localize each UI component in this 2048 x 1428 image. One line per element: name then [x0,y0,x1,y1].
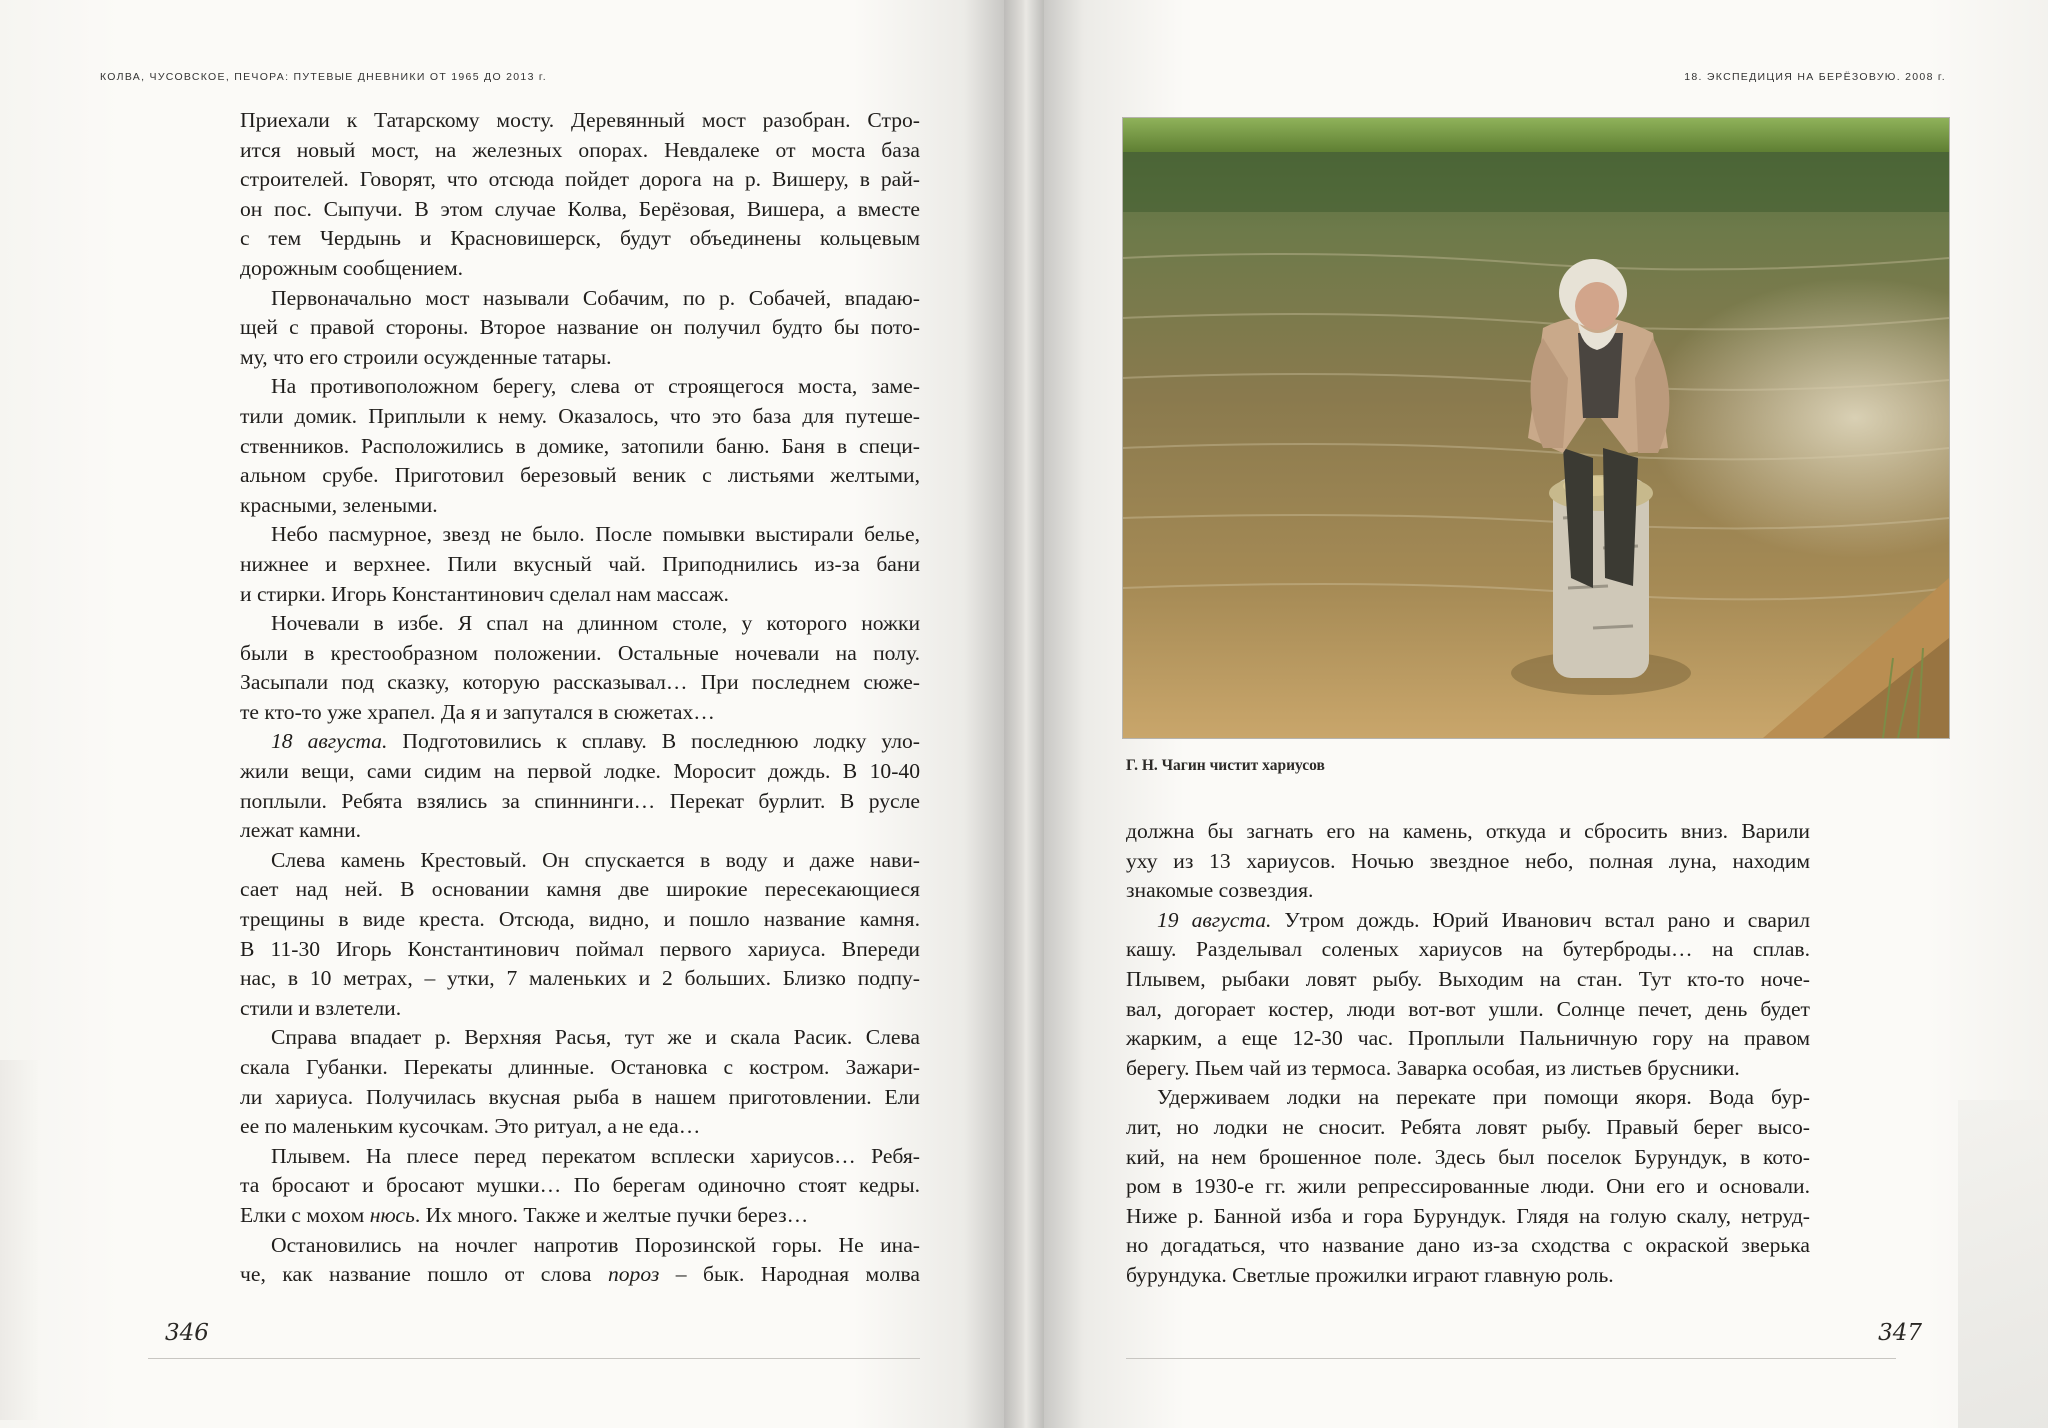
text-line: берегу. Пьем чай из термоса. Заварка особая, из листьев брусники. [1126,1055,1740,1080]
text-line: красными, зелеными. [240,492,438,517]
text-line: должна бы загнать его на камень, откуда и сбросить вниз. Варили [1126,819,1810,843]
text-line: бурундука. Светлые прожилки играют главную роль. [1126,1262,1614,1287]
date-18-august: 18 августа. [271,729,388,754]
photo-man-cleaning-fish [1122,117,1950,739]
word-poroz: пороз [607,1262,660,1287]
text-line: уху из 13 хариусов. Ночью звездное небо, полная луна, находим [1126,848,1810,873]
text-line: ится новый мост, на железных опорах. Невдалеке от моста база [240,137,920,162]
text-line: Небо пасмурное, звезд не было. После помывки выстирали белье, [271,522,920,547]
text-line [240,1201,920,1231]
text-line: с тем Чердынь и Красновишерск, будут объединены кольцевым [240,226,920,251]
text-line: Плывем, рыбаки ловят рыбу. Выходим на стан. Тут кто-то ноче- [1126,966,1810,991]
date-19-august: 19 августа. [1157,907,1272,932]
text-line: Удерживаем лодки на перекате при помощи якоря. Вода бур- [1157,1085,1810,1110]
text-line: альном срубе. Приготовил березовый веник с листьями желтыми, [240,463,920,488]
text-line: нижнее и верхнее. Пили вкусный чай. Приподнились из-за бани [240,551,920,576]
text-line: кашу. Разделывал соленых хариусов на бутерброды… на сплав. [1126,937,1810,962]
right-page [1044,0,2048,1428]
text-line: дорожным сообщением. [240,255,464,280]
text-fragment: Подготовились к сплаву. В последнюю лодку уло- [402,729,920,754]
text-line: были в крестообразном положении. Остальные ночевали на полу. [240,640,920,665]
text-line: трещины в виде креста. Отсюда, видно, и пошло название камня. [240,907,920,932]
text-line: строителей. Говорят, что отсюда пойдет дорога на р. Вишеру, в рай- [240,167,920,192]
text-line: жарким, а еще 12-30 час. Проплыли Пальничную гору на правом [1126,1026,1810,1051]
text-line: он пос. Сыпучи. В этом случае Колва, Берёзовая, Вишера, а вместе [240,196,920,221]
text-line: та бросают и бросают мушки… По берегам одиночно стоят кедры. [240,1173,920,1198]
running-head-left: КОЛВА, ЧУСОВСКОЕ, ПЕЧОРА: ПУТЕВЫЕ ДНЕВНИКИ ОТ 1965 ДО 2013 г. [100,71,547,83]
page-corner-shadow [1958,1100,2048,1428]
running-head-right: 18. ЭКСПЕДИЦИЯ НА БЕРЁЗОВУЮ. 2008 г. [1684,71,1946,83]
text-line: Справа впадает р. Верхняя Расья, тут же и скала Расик. Слева [271,1025,920,1050]
text-line: скала Губанки. Перекаты длинные. Остановка с костром. Зажари- [240,1055,920,1079]
text-line: кий, на нем брошенное поле. Здесь был поселок Бурундук, в кото- [1126,1144,1810,1169]
text-fragment: . Их много. Также и желтые пучки берез… [414,1202,809,1227]
page-number-left: 346 [165,1320,209,1346]
text-line: Слева камень Крестовый. Он спускается в воду и даже нави- [271,847,920,872]
book-gutter [1004,0,1044,1428]
text-line: те кто-то уже храпел. Да я и запутался в сюжетах… [240,699,715,724]
page-number-right: 347 [1878,1320,1922,1346]
text-line: тили домик. Приплыли к нему. Оказалось, что это база для путеше- [240,403,920,428]
text-line: Засыпали под сказку, которую рассказывал… При последнем сюже- [240,670,920,695]
text-line: ственников. Расположились в домике, затопили баню. Баня в специ- [240,433,920,458]
text-line: знакомые созвездия. [1126,878,1314,903]
text-line: Первоначально мост называли Собачим, по р. Собачей, впадаю- [271,285,920,310]
text-line: нас, в 10 метрах, – утки, 7 маленьких и 2 больших. Близко подпу- [240,966,920,991]
text-line: На противоположном берегу, слева от строящегося моста, заме- [271,374,920,399]
text-fragment: – бык. Народная молва [659,1262,921,1287]
left-page [0,0,1004,1428]
text-line: ли хариуса. Получилась вкусная рыба в нашем приготовлении. Ели [240,1084,920,1109]
text-line: Плывем. На плесе перед перекатом всплески хариусов… Ребя- [271,1143,920,1168]
text-line: сает над ней. В основании камня две широкие пересекающиеся [240,877,920,902]
text-line: вал, догорает костер, люди вот-вот ушли. Солнце печет, день будет [1126,996,1810,1021]
text-line: и стирки. Игорь Константинович сделал нам массаж. [240,581,729,606]
text-line: лежат камни. [240,818,362,843]
text-line: ром в 1930-е гг. жили репрессированные люди. Они его и основали. [1126,1174,1810,1199]
text-line: Ниже р. Банной изба и гора Бурундук. Глядя на голую скалу, нетруд- [1126,1203,1810,1228]
photo-caption: Г. Н. Чагин чистит хариусов [1126,757,1325,774]
text-line: В 11-30 Игорь Константинович поймал первого хариуса. Впереди [240,936,920,961]
page-edge-shadow [0,1060,38,1420]
footer-rule-left [148,1358,920,1359]
text-line: щей с правой стороны. Второе название он получил будто бы пото- [240,315,920,340]
text-line: но догадаться, что название дано из-за сходства с окраской зверька [1126,1233,1810,1258]
text-line: стили и взлетели. [240,995,402,1020]
text-line: Ночевали в избе. Я спал на длинном столе, у которого ножки [271,611,920,636]
word-nyus: нюсь [369,1202,415,1227]
text-fragment: че, как название пошло от слова [240,1262,592,1287]
text-fragment: Елки с мохом [240,1202,365,1227]
left-body-text [240,106,920,1290]
text-line [240,1260,920,1290]
text-line: Приехали к Татарскому мосту. Деревянный мост разобран. Стро- [240,108,920,132]
text-line: жили вещи, сами сидим на первой лодке. Моросит дождь. В 10-40 [240,759,920,784]
text-fragment: Утром дождь. Юрий Иванович встал рано и сварил [1284,907,1810,932]
text-line: ее по маленьким кусочкам. Это ритуал, а не еда… [240,1114,701,1139]
text-line: му, что его строили осужденные татары. [240,344,612,369]
text-line: поплыли. Ребята взялись за спиннинги… Перекат бурлит. В русле [240,788,920,813]
text-line [1126,906,1810,936]
text-line: Остановились на ночлег напротив Порозинской горы. Не ина- [271,1232,920,1257]
text-line: лит, но лодки не сносит. Ребята ловят рыбу. Правый берег высо- [1126,1114,1810,1139]
right-body-text [1126,817,1810,1291]
footer-rule-right [1126,1358,1896,1359]
photo-illustration [1123,118,1949,738]
text-line [240,727,920,757]
